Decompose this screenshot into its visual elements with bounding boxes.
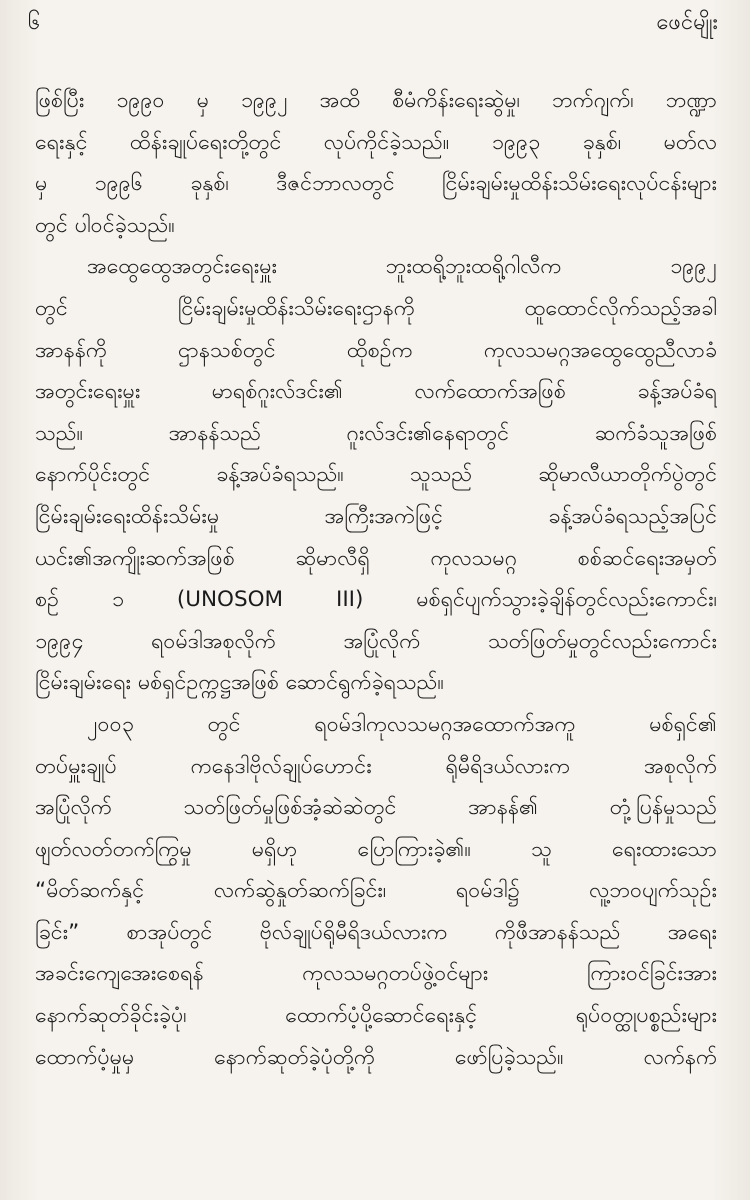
text-line: ဖျတ်လတ်တက်ကြွမှု မရှိဟု ပြောကြားခဲ့၏။ သူ ရေးထားသော — [35, 836, 717, 862]
body-text — [35, 80, 717, 1078]
text-line: “မိတ်ဆက်နှင့် လက်ဆွဲနှုတ်ဆက်ခြင်း၊ ရဝမ်ဒါ၌ လူ့ဘဝပျက်သုဉ်း — [35, 878, 717, 904]
text-line: ငြိမ်းချမ်းရေး မစ်ရှင်ဥက္ကဋ္ဌအဖြစ် ဆောင်ရွက်ခဲ့ရသည်။ — [35, 670, 444, 696]
text-line: အခင်းကျေအေးစေရန် ကုလသမဂ္ဂတပ်ဖွဲ့ဝင်များ ကြားဝင်ခြင်းအား — [35, 961, 717, 987]
text-line: သည်။ အာနန်သည် ဂူးလ်ဒင်း၏နေရာတွင် ဆက်ခံသူအဖြစ် — [35, 420, 717, 446]
text-line: အတွင်းရေးမှူး မာရစ်ဂူးလ်ဒင်း၏ လက်ထောက်အဖြစ် ခန့်အပ်ခံရ — [35, 379, 717, 405]
text-line: ရေးနှင့် ထိန်းချုပ်ရေးတို့တွင် လုပ်ကိုင်ခဲ့သည်။ ၁၉၉၃ ခုနှစ်၊ မတ်လ — [35, 129, 717, 155]
text-line: တပ်မှူးချုပ် ကနေဒါဗိုလ်ချုပ်ဟောင်း ရိုမီရိဒယ်လားက အစုလိုက် — [35, 753, 717, 779]
text-line: အထွေထွေအတွင်းရေးမှူး ဘူးထရို့ဘူးထရို့ဂါလီက ၁၉၉၂ — [87, 254, 717, 280]
text-line: မှ ၁၉၉၆ ခုနှစ်၊ ဒီဇင်ဘာလတွင် ငြိမ်းချမ်းမှုထိန်းသိမ်းရေးလုပ်ငန်းများ — [35, 171, 717, 197]
text-line: ယင်း၏အကျိုးဆက်အဖြစ် ဆိုမာလီရှိ ကုလသမဂ္ဂ စစ်ဆင်ရေးအမှတ် — [35, 545, 717, 571]
running-head: ဖေင်မျိုး — [656, 10, 718, 35]
page-number: ၆ — [28, 10, 41, 35]
text-line: ထောက်ပံ့မှုမှ နောက်ဆုတ်ခဲ့ပုံတို့ကို ဖော်ပြခဲ့သည်။ လက်နက် — [35, 1044, 717, 1070]
text-line: ၁၉၉၄ ရဝမ်ဒါအစုလိုက် အပြုံလိုက် သတ်ဖြတ်မှုတွင်လည်းကောင်း — [35, 628, 717, 654]
text-line: ဖြစ်ပြီး ၁၉၉၀ မှ ၁၉၉၂ အထိ စီမံကိန်းရေးဆွဲမှု၊ ဘက်ဂျက်၊ ဘဏ္ဍာ — [35, 88, 717, 113]
text-line: ခြင်း” စာအုပ်တွင် ဗိုလ်ချုပ်ရိုမီရိဒယ်လားက ကိုဖီအာနန်သည် အရေး — [35, 919, 717, 945]
text-line: ၂၀၀၃ တွင် ရဝမ်ဒါကုလသမဂ္ဂအထောက်အကူ မစ်ရှင်၏ — [87, 711, 717, 737]
text-line: အပြုံလိုက် သတ်ဖြတ်မှုဖြစ်အံ့ဆဲဆဲတွင် အာနန်၏ တုံ့ပြန်မှုသည် — [35, 795, 717, 821]
text-line: ငြိမ်းချမ်းရေးထိန်းသိမ်းမှု အကြီးအကဲဖြင့် ခန့်အပ်ခံရသည့်အပြင် — [35, 503, 717, 529]
text-line: အာနန်ကို ဌာနသစ်တွင် ထိုစဉ်က ကုလသမဂ္ဂအထွေထွေညီလာခံ — [35, 337, 717, 363]
text-line: တွင် ပါဝင်ခဲ့သည်။ — [35, 212, 175, 238]
text-line: တွင် ငြိမ်းချမ်းမှုထိန်းသိမ်းရေးဌာနကို ထူထောင်လိုက်သည့်အခါ — [35, 295, 717, 321]
text-line: နောက်ဆုတ်ခိုင်းခဲ့ပုံ၊ ထောက်ပံ့ပို့ဆောင်ရေးနှင့် ရုပ်ဝတ္ထုပစ္စည်းများ — [35, 1003, 717, 1029]
text-line: နောက်ပိုင်းတွင် ခန့်အပ်ခံရသည်။ သူသည် ဆိုမာလီယာတိုက်ပွဲတွင် — [35, 462, 717, 488]
text-line: စဉ် ၁ (UNOSOM III) မစ်ရှင်ပျက်သွားခဲ့ချိန်တွင်လည်းကောင်း၊ — [35, 587, 717, 613]
